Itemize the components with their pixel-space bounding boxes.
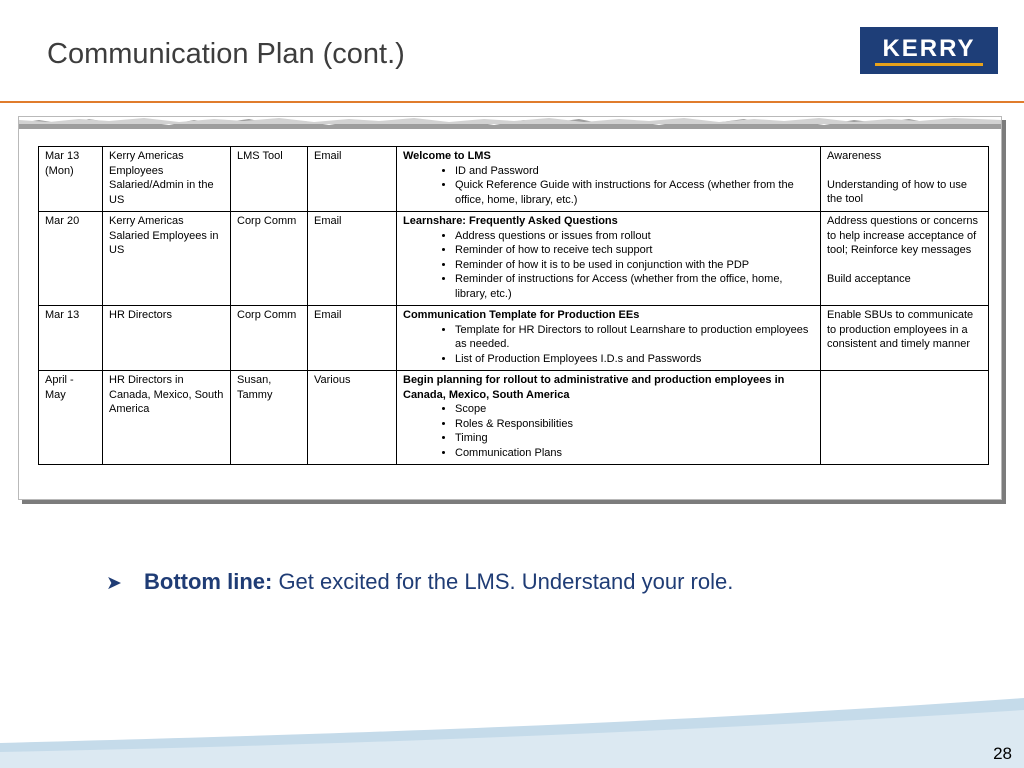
message-list xyxy=(403,229,814,302)
cell-date: Mar 20 xyxy=(39,212,103,306)
message-item: • ID and Password xyxy=(455,164,814,179)
bottom-line-text: Get excited for the LMS. Understand your role. xyxy=(272,569,734,594)
message-title: Learnshare: Frequently Asked Questions xyxy=(403,215,618,227)
cell-vehicle: Email xyxy=(308,306,397,371)
cell-outcome xyxy=(821,306,989,371)
cell-message xyxy=(397,212,821,306)
cell-vehicle: Email xyxy=(308,212,397,306)
cell-date: Mar 13 (Mon) xyxy=(39,147,103,212)
table-row xyxy=(39,306,989,371)
title-divider xyxy=(0,101,1024,103)
cell-owner: Corp Comm xyxy=(231,212,308,306)
cell-owner: LMS Tool xyxy=(231,147,308,212)
cell-date: Mar 13 xyxy=(39,306,103,371)
message-item: • Scope xyxy=(455,402,814,417)
cell-date: April - May xyxy=(39,371,103,465)
outcome-gap xyxy=(827,164,982,178)
message-title: Communication Template for Production EEs xyxy=(403,309,640,321)
message-list xyxy=(403,323,814,367)
message-title: Begin planning for rollout to administrative and production employees in Canada, Mexico, South America xyxy=(403,374,785,401)
cell-outcome xyxy=(821,371,989,465)
arrow-bullet-icon: ➤ xyxy=(106,573,122,594)
cell-vehicle: Email xyxy=(308,147,397,212)
table-row xyxy=(39,147,989,212)
cell-message xyxy=(397,147,821,212)
message-list xyxy=(403,164,814,208)
outcome-text: Address questions or concerns to help increase acceptance of tool; Reinforce key messages xyxy=(827,215,979,256)
table-clipping xyxy=(18,116,1002,500)
footer-wave xyxy=(0,698,1024,768)
bottom-line xyxy=(106,569,733,595)
message-item: • Address questions or issues from rollout xyxy=(455,229,814,244)
cell-audience: HR Directors in Canada, Mexico, South America xyxy=(103,371,231,465)
message-title: Welcome to LMS xyxy=(403,150,491,162)
cell-outcome xyxy=(821,212,989,306)
outcome-text: Awareness xyxy=(827,150,882,162)
cell-vehicle: Various xyxy=(308,371,397,465)
table-row xyxy=(39,212,989,306)
message-list xyxy=(403,402,814,460)
message-item: • Roles & Responsibilities xyxy=(455,417,814,432)
cell-audience: HR Directors xyxy=(103,306,231,371)
outcome-text: Understanding of how to use the tool xyxy=(827,178,968,205)
kerry-logo xyxy=(860,27,998,74)
cell-message xyxy=(397,371,821,465)
bottom-line-label: Bottom line: xyxy=(144,569,273,594)
logo-text: KERRY xyxy=(882,35,976,62)
cell-audience: Kerry Americas Employees Salaried/Admin in the US xyxy=(103,147,231,212)
cell-owner: Susan, Tammy xyxy=(231,371,308,465)
communication-plan-table xyxy=(38,146,989,465)
cell-message xyxy=(397,306,821,371)
cell-outcome xyxy=(821,147,989,212)
message-item: • Communication Plans xyxy=(455,446,814,461)
message-item: • Reminder of instructions for Access (whether from the office, home, library, etc.) xyxy=(455,272,814,301)
torn-edge xyxy=(19,117,1001,129)
message-item: • Timing xyxy=(455,431,814,446)
cell-owner: Corp Comm xyxy=(231,306,308,371)
cell-audience: Kerry Americas Salaried Employees in US xyxy=(103,212,231,306)
message-item: • Reminder of how it is to be used in conjunction with the PDP xyxy=(455,258,814,273)
message-item: • List of Production Employees I.D.s and Passwords xyxy=(455,352,814,367)
message-item: • Quick Reference Guide with instructions for Access (whether from the office, home, library, etc.) xyxy=(455,178,814,207)
outcome-text: Build acceptance xyxy=(827,272,911,285)
logo-accent-bar xyxy=(875,63,983,66)
outcome-gap xyxy=(827,258,982,272)
outcome-text: Enable SBUs to communicate to production employees in a consistent and timely manner xyxy=(827,309,974,350)
slide-title: Communication Plan (cont.) xyxy=(47,38,405,70)
page-number: 28 xyxy=(993,744,1012,763)
table-row xyxy=(39,371,989,465)
message-item: • Template for HR Directors to rollout Learnshare to production employees as needed. xyxy=(455,323,814,352)
message-item: • Reminder of how to receive tech support xyxy=(455,243,814,258)
